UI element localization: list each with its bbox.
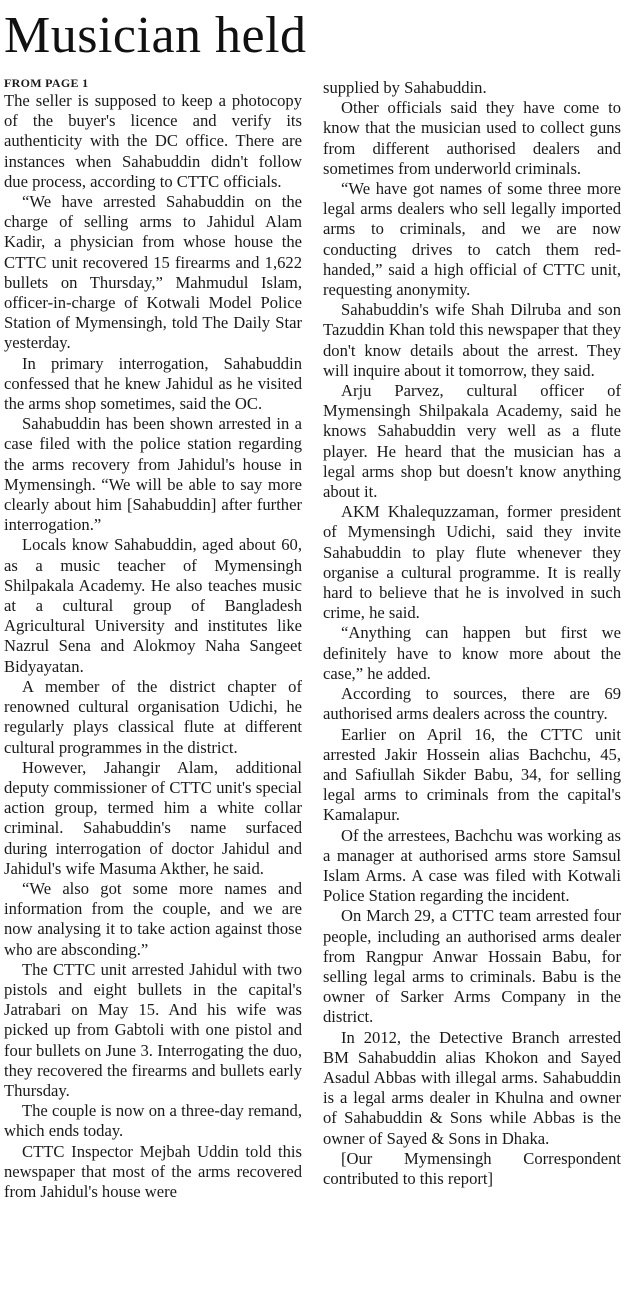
paragraph: In primary interrogation, Sahabuddin confessed that he knew Jahidul as he visited the arms shop sometimes, said the OC.	[4, 353, 302, 414]
paragraph: The seller is supposed to keep a photocopy of the buyer's licence and verify its authenticity with the DC office. There are instances when Sahabuddin didn't follow due process, according to CTTC officials.	[4, 91, 302, 191]
right-column	[323, 78, 621, 1189]
paragraph: Earlier on April 16, the CTTC unit arrested Jakir Hossein alias Bachchu, 45, and Safiullah Sikder Babu, 34, for selling legal arms to criminals from the capital's Kamalapur.	[323, 724, 621, 825]
paragraph: CTTC Inspector Mejbah Uddin told this newspaper that most of the arms recovered from Jahidul's house were	[4, 1141, 302, 1201]
paragraph: Sahabuddin's wife Shah Dilruba and son Tazuddin Khan told this newspaper that they don't know details about the arrest. They will inquire about it tomorrow, they said.	[323, 300, 621, 380]
paragraph: “We also got some more names and information from the couple, and we are now analysing it to take action against those who are absconding.”	[4, 878, 302, 959]
paragraph: “We have arrested Sahabuddin on the charge of selling arms to Jahidul Alam Kadir, a physician from whose house the CTTC unit recovered 15 firearms and 1,622 bullets on Thursday,” Mahmudul Islam, officer-in-charge of Kotwali Model Police Station of Mymensingh, told The Daily Star yesterday.	[4, 192, 302, 353]
paragraph: However, Jahangir Alam, additional deputy commissioner of CTTC unit's special action group, termed him a white collar criminal. Sahabuddin's name surfaced during interrogation of doctor Jahidul and Jahidul's wife Masuma Akther, he said.	[4, 757, 302, 878]
paragraph: A member of the district chapter of renowned cultural organisation Udichi, he regularly plays classical flute at different cultural programmes in the district.	[4, 676, 302, 757]
paragraph: “Anything can happen but first we definitely have to know more about the case,” he added.	[323, 623, 621, 683]
paragraph: In 2012, the Detective Branch arrested BM Sahabuddin alias Khokon and Sayed Asadul Abbas with illegal arms. Sahabuddin is a legal arms dealer in Khulna and owner of Sahabuddin & Sons while Abbas is the owner of Sayed & Sons in Dhaka.	[323, 1027, 621, 1148]
paragraph: Sahabuddin has been shown arrested in a case filed with the police station regarding the arms recovery from Jahidul's house in Mymensingh. “We will be able to say more clearly about him [Sahabuddin] after further interrogation.”	[4, 414, 302, 535]
paragraph: Other officials said they have come to know that the musician used to collect guns from different authorised dealers and sometimes from underworld criminals.	[323, 98, 621, 178]
kicker-from-page: FROM PAGE 1	[4, 76, 89, 90]
paragraph: Of the arrestees, Bachchu was working as a manager at authorised arms store Samsul Islam Arms. A case was filed with Kotwali Police Station regarding the incident.	[323, 825, 621, 906]
paragraph: The CTTC unit arrested Jahidul with two pistols and eight bullets in the capital's Jatrabari on May 15. And his wife was picked up from Gabtoli with one pistol and four bullets on June 3. Interrogating the duo, they recovered the firearms and bullets early Thursday.	[4, 959, 302, 1100]
contributor-note: [Our Mymensingh Correspondent contributed to this report]	[323, 1148, 621, 1188]
paragraph: According to sources, there are 69 authorised arms dealers across the country.	[323, 684, 621, 724]
headline: Musician held	[4, 7, 307, 64]
paragraph: On March 29, a CTTC team arrested four people, including an authorised arms dealer from Rangpur Anwar Hossain Babu, for selling legal arms to criminals. Babu is the owner of Sarker Arms Company in the district.	[323, 906, 621, 1027]
paragraph: AKM Khalequzzaman, former president of Mymensingh Udichi, said they invite Sahabuddin to play flute whenever they organise a cultural programme. It is really hard to believe that he is involved in such crime, he said.	[323, 502, 621, 623]
paragraph: Arju Parvez, cultural officer of Mymensingh Shilpakala Academy, said he knows Sahabuddin very well as a flute player. He heard that the musician has a legal arms shop but doesn't know anything about it.	[323, 381, 621, 502]
paragraph-continued: supplied by Sahabuddin.	[323, 78, 487, 97]
paragraph: Locals know Sahabuddin, aged about 60, as a music teacher of Mymensingh Shilpakala Academy. He also teaches music at a cultural group of Bangladesh Agricultural University and institutes like Nazrul Sena and Alokmoy Naha Sangeet Bidyayatan.	[4, 535, 302, 676]
paragraph: The couple is now on a three-day remand, which ends today.	[4, 1101, 302, 1141]
left-column	[4, 75, 302, 1202]
paragraph: “We have got names of some three more legal arms dealers who sell legally imported arms to criminals, and we are now conducting drives to catch them red-handed,” said a high official of CTTC unit, requesting anonymity.	[323, 179, 621, 300]
